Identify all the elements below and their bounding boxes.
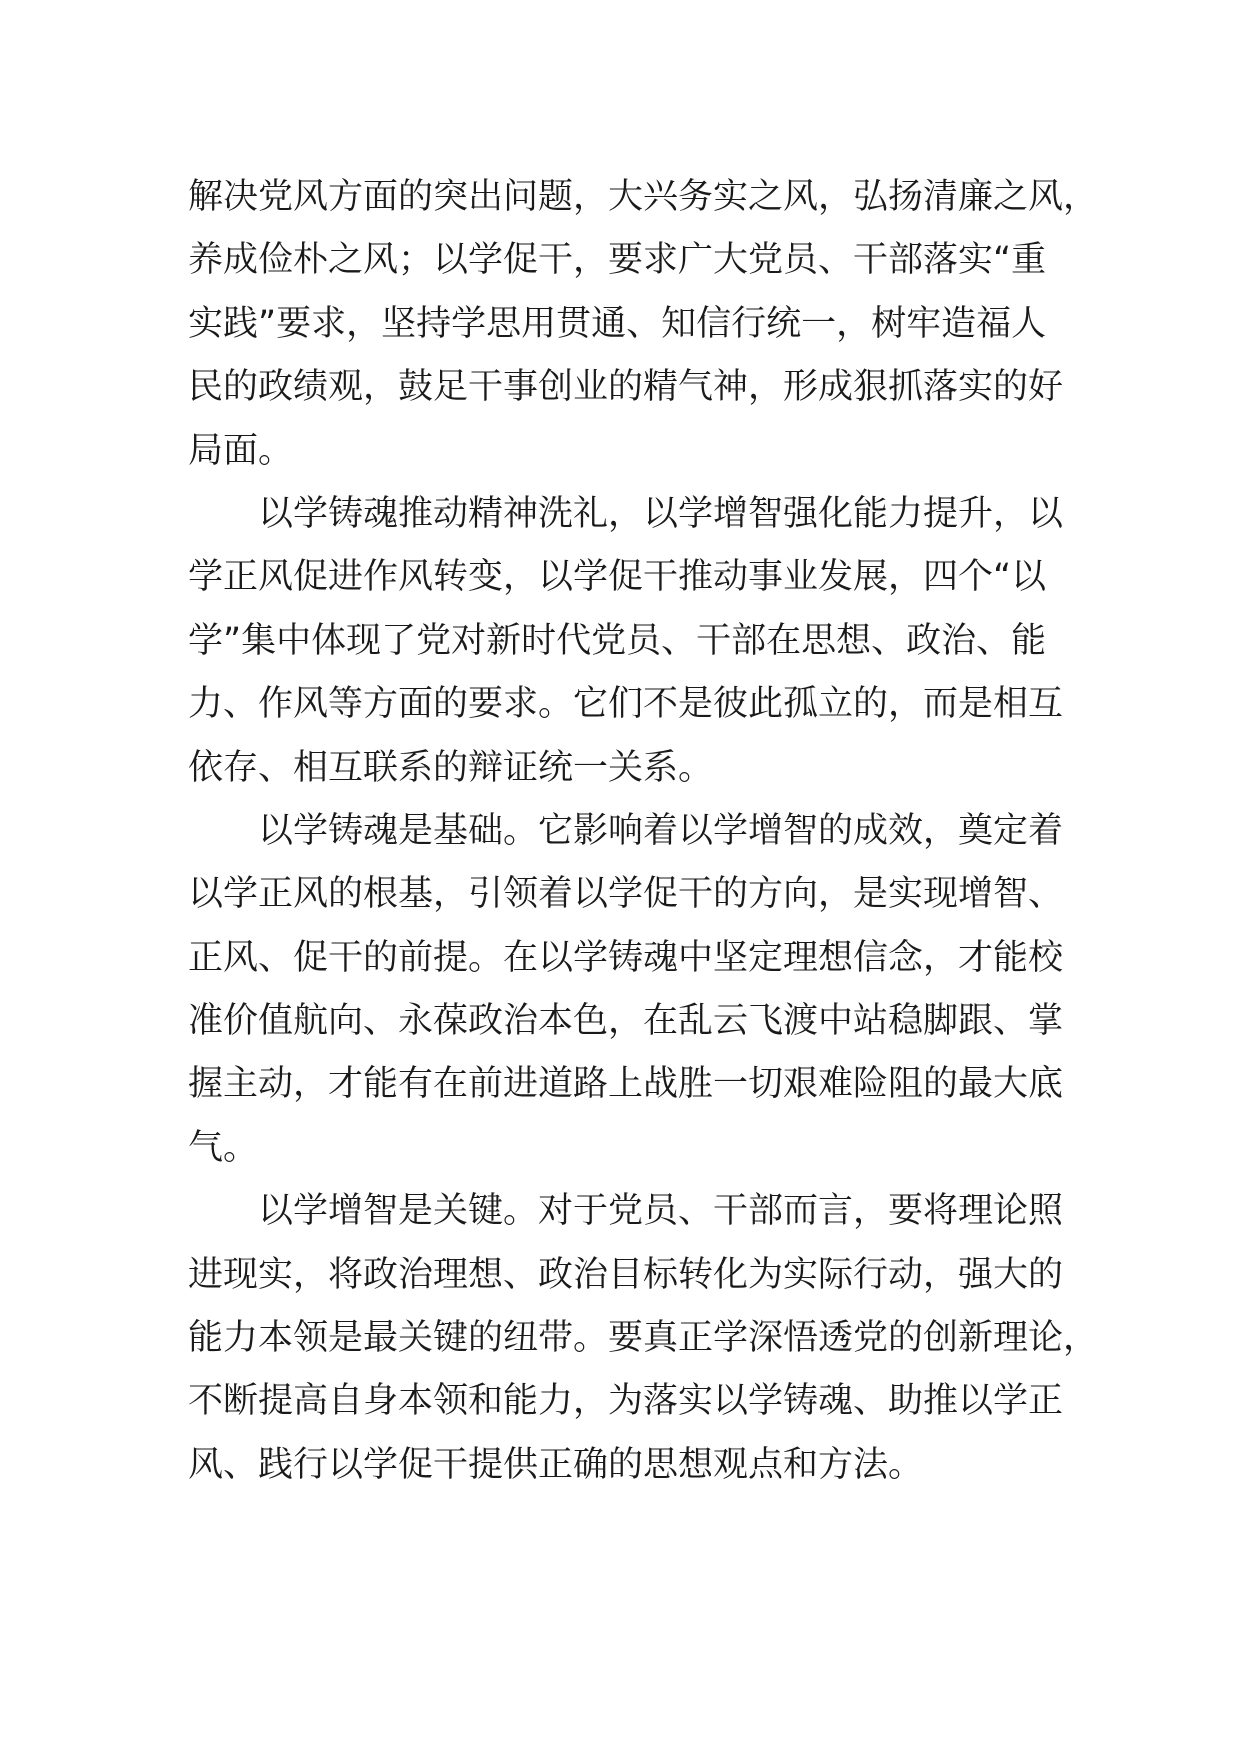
text-line: 正风、促干的前提。在以学铸魂中坚定理想信念，才能校: [188, 937, 1064, 978]
text-line: 以学增智是关键。对于党员、干部而言，要将理论照: [258, 1191, 1064, 1232]
text-line: 民的政绩观，鼓足干事创业的精气神，形成狠抓落实的好: [188, 367, 1064, 408]
text-line: 力、作风等方面的要求。它们不是彼此孤立的，而是相互: [188, 684, 1064, 725]
text-line: 以学正风的根基，引领着以学促干的方向，是实现增智、: [188, 874, 1064, 915]
text-line: 学正风促进作风转变，以学促干推动事业发展，四个“以: [188, 557, 1047, 598]
text-line: 实践”要求，坚持学思用贯通、知信行统一，树牢造福人: [188, 303, 1047, 344]
paragraph-3: [188, 800, 1068, 1180]
text-line: 养成俭朴之风；以学促干，要求广大党员、干部落实“重: [188, 240, 1047, 281]
paragraph-4: [188, 1180, 1099, 1497]
text-line: 风、践行以学促干提供正确的思想观点和方法。: [188, 1444, 924, 1485]
text-line: 以学铸魂是基础。它影响着以学增智的成效，奠定着: [258, 810, 1064, 851]
text-line: 学”集中体现了党对新时代党员、干部在思想、政治、能: [188, 620, 1047, 661]
text-line: 准价值航向、永葆政治本色，在乱云飞渡中站稳脚跟、掌: [188, 1001, 1064, 1042]
text-line: 依存、相互联系的辩证统一关系。: [188, 747, 714, 788]
text-line: 局面。: [188, 430, 294, 471]
text-line: 进现实，将政治理想、政治目标转化为实际行动，强大的: [188, 1254, 1064, 1295]
paragraph-1: [188, 166, 1099, 483]
text-line: 气。: [188, 1127, 259, 1168]
text-line: 解决党风方面的突出问题，大兴务实之风，弘扬清廉之风，: [188, 177, 1099, 217]
text-line: 能力本领是最关键的纽带。要真正学深悟透党的创新理论，: [188, 1318, 1099, 1359]
document-body: [188, 166, 1099, 1497]
text-line: 握主动，才能有在前进道路上战胜一切艰难险阻的最大底: [188, 1064, 1064, 1105]
text-line: 不断提高自身本领和能力，为落实以学铸魂、助推以学正: [188, 1381, 1064, 1422]
paragraph-2: [188, 483, 1068, 800]
text-line: 以学铸魂推动精神洗礼，以学增智强化能力提升，以: [258, 493, 1064, 534]
